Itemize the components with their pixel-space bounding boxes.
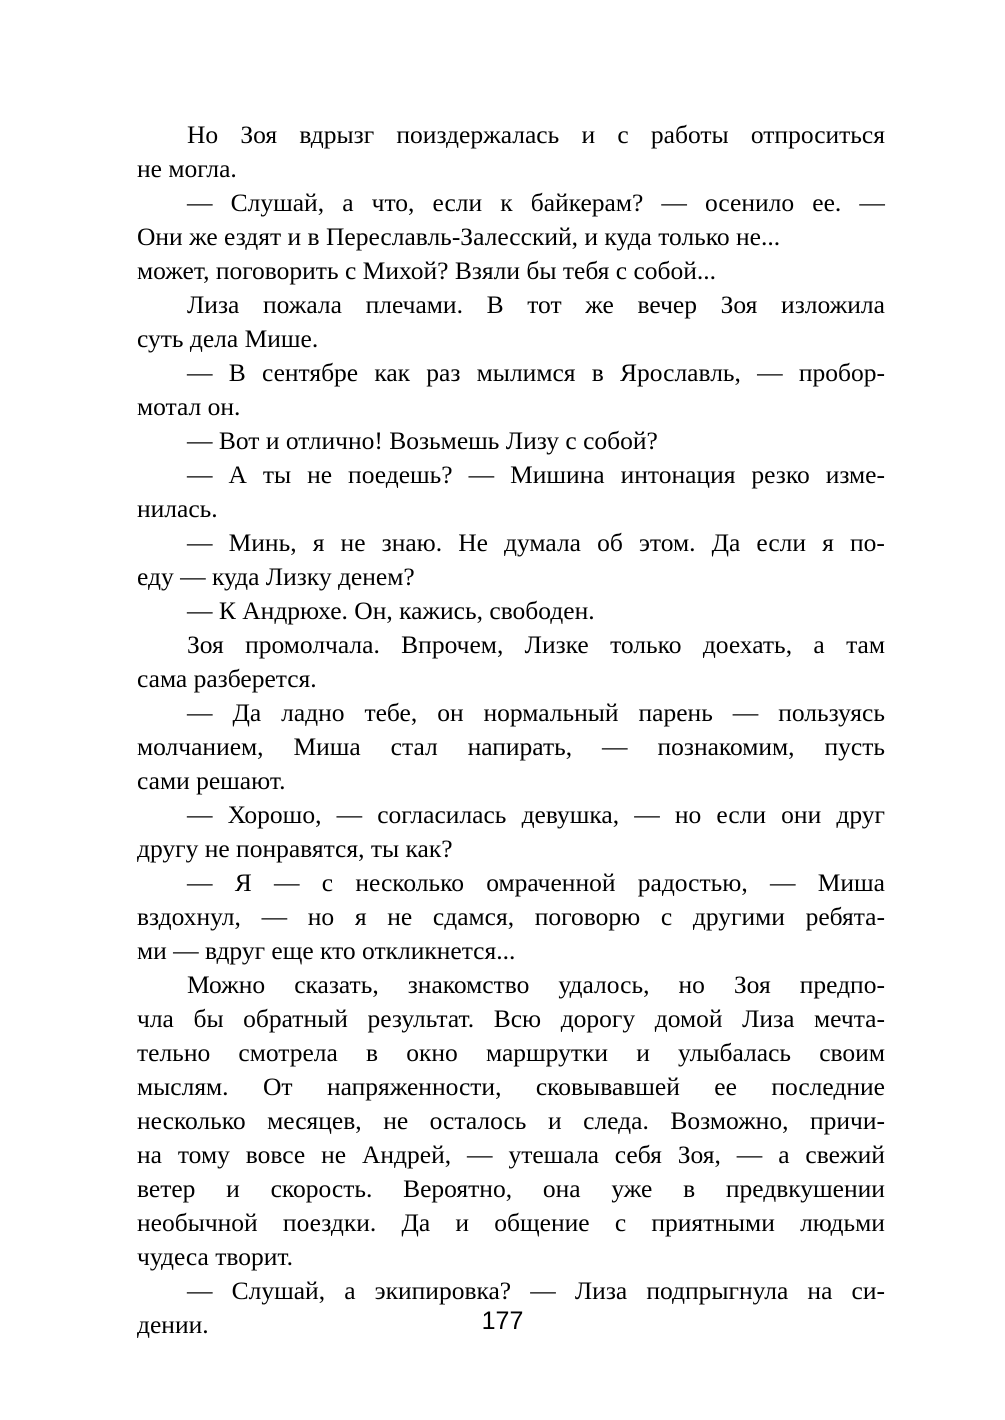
text-word: Но bbox=[187, 120, 219, 149]
text-word: в bbox=[591, 358, 604, 387]
text-line: дении. bbox=[137, 1310, 209, 1339]
text-word: а bbox=[778, 1140, 790, 1169]
text-line bbox=[137, 186, 885, 220]
text-word: вовсе bbox=[245, 1140, 306, 1169]
text-word: утешала bbox=[508, 1140, 599, 1169]
text-word: вдрызг bbox=[299, 120, 375, 149]
text-word: экипировка? bbox=[374, 1276, 512, 1305]
text-line bbox=[137, 1172, 885, 1206]
text-word: я bbox=[354, 902, 367, 931]
text-word: и bbox=[455, 1208, 470, 1237]
text-word: сковывавшей bbox=[535, 1072, 680, 1101]
text-word: нормальный bbox=[483, 698, 619, 727]
paragraph-liza-pozhala bbox=[137, 288, 885, 356]
text-word: смотрела bbox=[238, 1038, 338, 1067]
text-word: изме- bbox=[825, 460, 885, 489]
text-word: же bbox=[585, 290, 614, 319]
text-word: я bbox=[822, 528, 834, 557]
text-line bbox=[137, 526, 885, 560]
page-text-block bbox=[137, 118, 885, 1342]
text-line bbox=[137, 628, 885, 662]
text-word: Зоя bbox=[720, 290, 758, 319]
text-word: домой bbox=[654, 1004, 723, 1033]
text-word: последние bbox=[771, 1072, 885, 1101]
text-word: Миша bbox=[817, 868, 885, 897]
text-word: с bbox=[614, 1208, 627, 1237]
text-word: а bbox=[813, 630, 825, 659]
text-word: сказать, bbox=[294, 970, 379, 999]
text-word: тот bbox=[527, 290, 562, 319]
paragraph-da-ladno-tebe bbox=[137, 696, 885, 798]
text-word: знаю. bbox=[381, 528, 443, 557]
text-word: стал bbox=[390, 732, 438, 761]
text-word: Мишина bbox=[510, 460, 605, 489]
text-word: познакомим, bbox=[657, 732, 795, 761]
text-word: они bbox=[781, 800, 822, 829]
text-word: — bbox=[336, 800, 363, 829]
text-word: Зоя bbox=[187, 630, 224, 659]
text-word: — bbox=[187, 800, 213, 829]
paragraph-no-zoya bbox=[137, 118, 885, 186]
text-word: этом. bbox=[638, 528, 696, 557]
text-word: изложила bbox=[781, 290, 885, 319]
text-word: отпроситься bbox=[750, 120, 885, 149]
text-line: чудеса творит. bbox=[137, 1242, 293, 1271]
text-word: — bbox=[187, 1276, 213, 1305]
text-line bbox=[137, 900, 885, 934]
text-word: Лиза bbox=[742, 1004, 795, 1033]
text-word: парень bbox=[638, 698, 713, 727]
text-word: не bbox=[340, 528, 366, 557]
text-word: вечер bbox=[637, 290, 697, 319]
text-line: не могла. bbox=[137, 154, 237, 183]
text-word: Лиза bbox=[574, 1276, 628, 1305]
text-line bbox=[137, 968, 885, 1002]
text-word: друг bbox=[836, 800, 885, 829]
text-word: если bbox=[756, 528, 807, 557]
text-word: ладно bbox=[281, 698, 345, 727]
text-word: Зоя, bbox=[677, 1140, 721, 1169]
text-word: в bbox=[683, 1174, 696, 1203]
text-word: Лизке bbox=[524, 630, 589, 659]
text-word: Всю bbox=[493, 1004, 542, 1033]
text-word: чла bbox=[137, 1004, 174, 1033]
text-line: может, поговорить с Михой? Взяли бы тебя с собой... bbox=[137, 256, 717, 285]
text-word: молчанием, bbox=[137, 732, 264, 761]
text-word: — bbox=[187, 868, 213, 897]
text-word: в bbox=[366, 1038, 379, 1067]
text-word: дорогу bbox=[560, 1004, 636, 1033]
text-word: сентябре bbox=[261, 358, 359, 387]
text-word: Можно bbox=[187, 970, 266, 999]
text-word: — bbox=[261, 902, 288, 931]
text-line bbox=[137, 1138, 885, 1172]
text-word: не bbox=[383, 1106, 409, 1135]
text-word: согласилась bbox=[377, 800, 507, 829]
text-word: пожала bbox=[262, 290, 342, 319]
text-word: мечта- bbox=[814, 1004, 885, 1033]
text-word: Впрочем, bbox=[401, 630, 504, 659]
text-word: свежий bbox=[805, 1140, 885, 1169]
text-word: поездки. bbox=[282, 1208, 377, 1237]
paragraph-zoya-promolchala bbox=[137, 628, 885, 696]
text-word: не bbox=[321, 1140, 347, 1169]
text-word: и bbox=[226, 1174, 240, 1203]
text-word: я bbox=[312, 528, 325, 557]
text-line: другу не понравятся, ты как? bbox=[137, 834, 453, 863]
text-word: следа. bbox=[583, 1106, 649, 1135]
paragraph-slushay-baykeram bbox=[137, 186, 885, 288]
text-word: приятными bbox=[651, 1208, 775, 1237]
text-word: не bbox=[387, 902, 413, 931]
text-word: обратный bbox=[243, 1004, 348, 1033]
text-word: — bbox=[859, 188, 885, 217]
text-word: Да bbox=[232, 698, 262, 727]
text-word: Зоя bbox=[733, 970, 771, 999]
text-word: предвкушении bbox=[725, 1174, 885, 1203]
text-word: — bbox=[187, 358, 213, 387]
text-word: поедешь? bbox=[348, 460, 453, 489]
text-line: ми — вдруг еще кто откликнется... bbox=[137, 936, 516, 965]
text-word: радостью, bbox=[637, 868, 748, 897]
text-line bbox=[137, 1274, 885, 1308]
text-word: плечами. bbox=[365, 290, 463, 319]
text-word: — bbox=[757, 358, 783, 387]
text-word: если bbox=[432, 188, 483, 217]
text-word: мылимся bbox=[476, 358, 576, 387]
paragraph-k-andryukhe bbox=[137, 594, 885, 628]
text-word: но bbox=[307, 902, 335, 931]
paragraph-vot-i-otlichno bbox=[137, 424, 885, 458]
text-word: пусть bbox=[824, 732, 885, 761]
text-word: он bbox=[437, 698, 464, 727]
text-word: работы bbox=[650, 120, 729, 149]
text-word: месяцев, bbox=[267, 1106, 362, 1135]
text-word: ее. bbox=[812, 188, 842, 217]
text-line: мотал он. bbox=[137, 392, 241, 421]
text-word: напирать, bbox=[467, 732, 573, 761]
text-word: — bbox=[467, 1140, 493, 1169]
text-word: Миша bbox=[293, 732, 361, 761]
text-word: вздохнул, bbox=[137, 902, 241, 931]
paragraph-khorosho-soglasilas bbox=[137, 798, 885, 866]
text-word: общение bbox=[494, 1208, 590, 1237]
text-word: ветер bbox=[137, 1174, 196, 1203]
text-word: но bbox=[678, 970, 705, 999]
text-word: несколько bbox=[137, 1106, 246, 1135]
text-line bbox=[137, 1104, 885, 1138]
text-word: Слушай, bbox=[231, 1276, 326, 1305]
text-word: Не bbox=[458, 528, 488, 557]
text-word: несколько bbox=[355, 868, 464, 897]
text-line: сама разберется. bbox=[137, 664, 317, 693]
text-word: по- bbox=[850, 528, 885, 557]
text-word: В bbox=[486, 290, 504, 319]
text-word: резко bbox=[751, 460, 810, 489]
text-word: уже bbox=[611, 1174, 653, 1203]
text-word: Возможно, bbox=[670, 1106, 789, 1135]
text-word: тельно bbox=[137, 1038, 211, 1067]
paragraph-v-sentyabre bbox=[137, 356, 885, 424]
text-word: — bbox=[274, 868, 300, 897]
text-word: поговорю bbox=[534, 902, 641, 931]
text-word: сдамся, bbox=[432, 902, 515, 931]
text-word: — bbox=[187, 188, 213, 217]
text-word: интонация bbox=[620, 460, 736, 489]
text-word: осенило bbox=[705, 188, 795, 217]
text-word: но bbox=[674, 800, 702, 829]
text-line bbox=[137, 1070, 885, 1104]
text-word: там bbox=[846, 630, 885, 659]
text-word: Хорошо, bbox=[227, 800, 322, 829]
paragraph-ya-s-neskolko bbox=[137, 866, 885, 968]
text-word: как bbox=[374, 358, 411, 387]
text-word: А bbox=[228, 460, 247, 489]
text-word: Лиза bbox=[187, 290, 240, 319]
text-line bbox=[137, 458, 885, 492]
text-word: байкерам? bbox=[530, 188, 644, 217]
text-line bbox=[137, 356, 885, 390]
text-word: раз bbox=[426, 358, 461, 387]
text-word: промолчала. bbox=[245, 630, 380, 659]
text-word: окно bbox=[406, 1038, 458, 1067]
text-line: сами решают. bbox=[137, 766, 286, 795]
text-word: что, bbox=[371, 188, 415, 217]
text-word: — bbox=[187, 698, 213, 727]
text-line bbox=[137, 1002, 885, 1036]
text-word: к bbox=[500, 188, 513, 217]
text-word: скорость. bbox=[270, 1174, 373, 1203]
text-line bbox=[137, 696, 885, 730]
text-word: другими bbox=[692, 902, 785, 931]
text-word: — bbox=[736, 1140, 763, 1169]
text-word: омраченной bbox=[486, 868, 616, 897]
text-word: Ярославль, bbox=[619, 358, 741, 387]
text-word: Зоя bbox=[240, 120, 278, 149]
text-word: пользуясь bbox=[778, 698, 885, 727]
text-word: — bbox=[530, 1276, 556, 1305]
text-word: знакомство bbox=[407, 970, 530, 999]
text-word: с bbox=[617, 120, 629, 149]
text-word: Слушай, bbox=[230, 188, 325, 217]
text-line bbox=[137, 118, 885, 152]
text-line bbox=[137, 730, 885, 764]
text-word: если bbox=[716, 800, 767, 829]
text-word: От bbox=[262, 1072, 293, 1101]
text-word: только bbox=[610, 630, 682, 659]
text-word: — bbox=[187, 460, 213, 489]
text-word: результат. bbox=[367, 1004, 475, 1033]
text-line: Они же ездят и в Переславль-Залесский, и куда только не... bbox=[137, 222, 781, 251]
text-word: ты bbox=[262, 460, 292, 489]
text-word: — bbox=[468, 460, 495, 489]
text-word: на bbox=[137, 1140, 162, 1169]
text-word: бы bbox=[193, 1004, 224, 1033]
text-word: Я bbox=[234, 868, 252, 897]
text-word: ее bbox=[714, 1072, 737, 1101]
text-word: напряженности, bbox=[326, 1072, 502, 1101]
text-word: — bbox=[732, 698, 759, 727]
text-word: улыбалась bbox=[678, 1038, 792, 1067]
text-word: удалось, bbox=[558, 970, 650, 999]
text-word: Да bbox=[401, 1208, 431, 1237]
text-line bbox=[137, 866, 885, 900]
text-word: и bbox=[547, 1106, 562, 1135]
text-word: тому bbox=[177, 1140, 230, 1169]
text-word: пробор- bbox=[798, 358, 885, 387]
text-word: не bbox=[307, 460, 333, 489]
text-line bbox=[137, 1206, 885, 1240]
paragraph-a-ty-ne-poedesh bbox=[137, 458, 885, 526]
text-line: нилась. bbox=[137, 494, 218, 523]
text-word: и bbox=[636, 1038, 650, 1067]
text-word: своим bbox=[819, 1038, 885, 1067]
page-number: 177 bbox=[481, 1307, 524, 1335]
text-word: и bbox=[581, 120, 596, 149]
text-word: осталось bbox=[429, 1106, 527, 1135]
text-word: доехать, bbox=[702, 630, 793, 659]
text-word: ребята- bbox=[805, 902, 885, 931]
text-word: В bbox=[228, 358, 246, 387]
text-line: — К Андрюхе. Он, кажись, свободен. bbox=[187, 596, 595, 625]
text-word: — bbox=[634, 800, 660, 829]
text-word: людьми bbox=[800, 1208, 885, 1237]
text-word: — bbox=[187, 528, 213, 557]
text-line: еду — куда Лизку денем? bbox=[137, 562, 415, 591]
text-word: — bbox=[661, 188, 687, 217]
text-word: с bbox=[660, 902, 673, 931]
text-word: необычной bbox=[137, 1208, 258, 1237]
text-word: си- bbox=[851, 1276, 885, 1305]
text-word: думала bbox=[504, 528, 581, 557]
text-word: — bbox=[769, 868, 796, 897]
text-word: Андрей, bbox=[362, 1140, 452, 1169]
text-word: на bbox=[807, 1276, 833, 1305]
text-word: тебе, bbox=[364, 698, 418, 727]
paragraph-mozhno-skazat bbox=[137, 968, 885, 1274]
text-word: подпрыгнула bbox=[646, 1276, 789, 1305]
text-word: Вероятно, bbox=[403, 1174, 513, 1203]
text-word: мыслям. bbox=[137, 1072, 229, 1101]
text-word: а bbox=[344, 1276, 356, 1305]
text-line: суть дела Мише. bbox=[137, 324, 319, 353]
paragraph-min-ya-ne-znayu bbox=[137, 526, 885, 594]
text-word: предпо- bbox=[799, 970, 885, 999]
text-word: себя bbox=[614, 1140, 662, 1169]
text-word: Да bbox=[711, 528, 741, 557]
text-word: — bbox=[602, 732, 628, 761]
text-word: поиздержалась bbox=[396, 120, 560, 149]
text-word: причи- bbox=[809, 1106, 885, 1135]
text-word: об bbox=[597, 528, 623, 557]
text-word: Минь, bbox=[228, 528, 297, 557]
text-line bbox=[137, 798, 885, 832]
text-word: она bbox=[542, 1174, 581, 1203]
text-word: маршрутки bbox=[486, 1038, 609, 1067]
text-word: а bbox=[342, 188, 354, 217]
text-line bbox=[137, 1036, 885, 1070]
text-line: — Вот и отлично! Возьмешь Лизу с собой? bbox=[187, 426, 658, 455]
text-line bbox=[137, 288, 885, 322]
text-word: девушка, bbox=[521, 800, 620, 829]
text-word: с bbox=[321, 868, 334, 897]
